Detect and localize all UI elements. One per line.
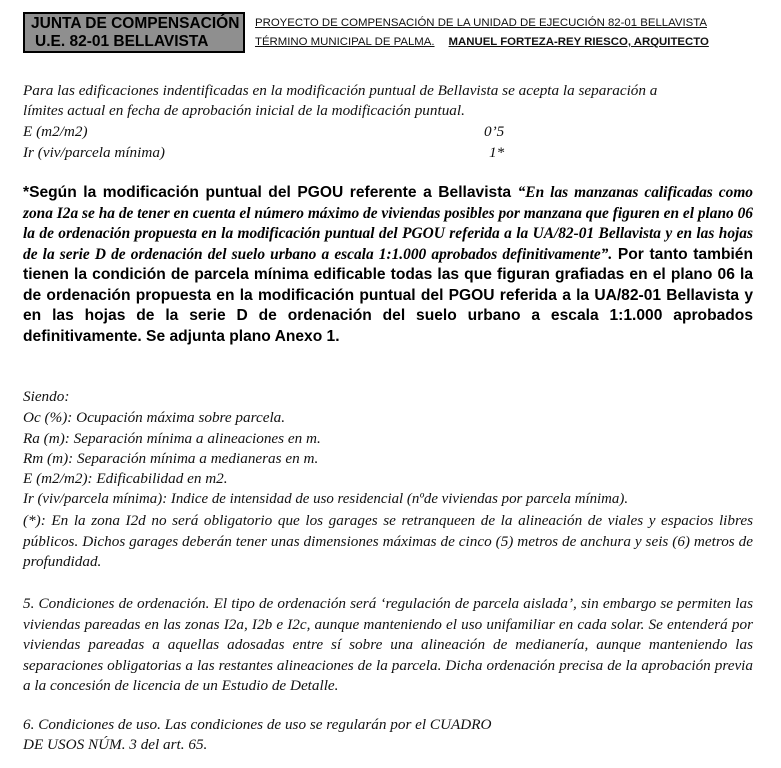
bold-paragraph-tail: Por tanto también tienen la condición de parcela mínima edificable todas las que figuran grafiadas en el plano 06 la de ordenación propuesta en la modificación puntual del PGOU referida a la UA/82-01 Bellavista y en las hojas de la serie D de ordenación del suelo urbano a escala 1:1.000 aprobados definitivamente. Se adjunta plano Anexo 1. bbox=[23, 245, 754, 345]
legend-item: Oc (%): Ocupación máxima sobre parcela. bbox=[23, 409, 286, 426]
param-e-value: 0’5 bbox=[484, 123, 505, 140]
legend-title: Siendo: bbox=[23, 388, 70, 405]
section-6-line-1: 6. Condiciones de uso. Las condiciones de uso se regularán por el CUADRO bbox=[23, 716, 492, 733]
param-e-label: E (m2/m2) bbox=[23, 123, 88, 140]
legend-item: Rm (m): Separación mínima a medianeras en m. bbox=[23, 450, 319, 467]
bold-paragraph bbox=[23, 183, 753, 347]
header-box-line2: U.E. 82-01 BELLAVISTA bbox=[35, 33, 209, 50]
header-municipality: TÉRMINO MUNICIPAL DE PALMA. bbox=[255, 36, 435, 48]
legend-note: (*): En la zona I2d no será obligatorio que los garages se retranqueen de la alineación de viales y espacios libres públicos. Dichos garages deberán tener unas dimensiones máximas de cinco (5) metros de anchura y seis (6) metros de profundidad. bbox=[23, 512, 753, 570]
header-project-line: PROYECTO DE COMPENSACIÓN DE LA UNIDAD DE EJECUCIÓN 82-01 BELLAVISTA bbox=[255, 17, 707, 29]
param-ir-value: 1* bbox=[489, 144, 505, 161]
legend-item: Ra (m): Separación mínima a alineaciones en m. bbox=[23, 430, 321, 447]
header-box-line1: JUNTA DE COMPENSACIÓN bbox=[31, 15, 240, 32]
header-title-box bbox=[23, 12, 245, 53]
bold-paragraph-quote: “En las manzanas calificadas como zona I2a se ha de tener en cuenta el número máximo de viviendas posibles por manzana que figuren en el plano 06 la de ordenación propuesta en la modificación puntual del PGOU referida a la UA/82-01 Bellavista y en las hojas de la serie D de ordenación del suelo urbano a escala 1:1.000 aprobados definitivamente”. bbox=[23, 184, 753, 263]
header-architect: MANUEL FORTEZA-REY RIESCO, ARQUITECTO bbox=[448, 36, 709, 48]
legend-item: E (m2/m2): Edificabilidad en m2. bbox=[23, 470, 228, 487]
intro-line-2: límites actual en fecha de aprobación inicial de la modificación puntual. bbox=[23, 102, 465, 119]
bold-paragraph-lead: *Según la modificación puntual del PGOU referente a Bellavista bbox=[23, 184, 518, 201]
legend-item: Ir (viv/parcela mínima): Indice de intensidad de uso residencial (nºde viviendas por parcela mínima). bbox=[23, 491, 629, 507]
header-author-line bbox=[255, 36, 709, 48]
intro-line-1: Para las edificaciones indentificadas en la modificación puntual de Bellavista se acepta la separación a bbox=[23, 82, 658, 99]
param-ir-label: Ir (viv/parcela mínima) bbox=[23, 144, 165, 161]
section-6-line-2: DE USOS NÚM. 3 del art. 65. bbox=[23, 736, 208, 753]
section-5-text: 5. Condiciones de ordenación. El tipo de ordenación será ‘regulación de parcela aislada’, sin embargo se permiten las viviendas pareadas en las zonas I2a, I2b e I2c, aunque manteniendo el uso unifamiliar en cada solar. Se entenderá por viviendas pareadas a aquellas adosadas entre sí sobre una alineación de medianería, aunque manteniendo las separaciones obligatorias a las restantes alineaciones de la parcela. Dicha ordenación precisa de la aprobación previa a la concesión de licencia de un Estudio de Detalle. bbox=[23, 595, 753, 694]
